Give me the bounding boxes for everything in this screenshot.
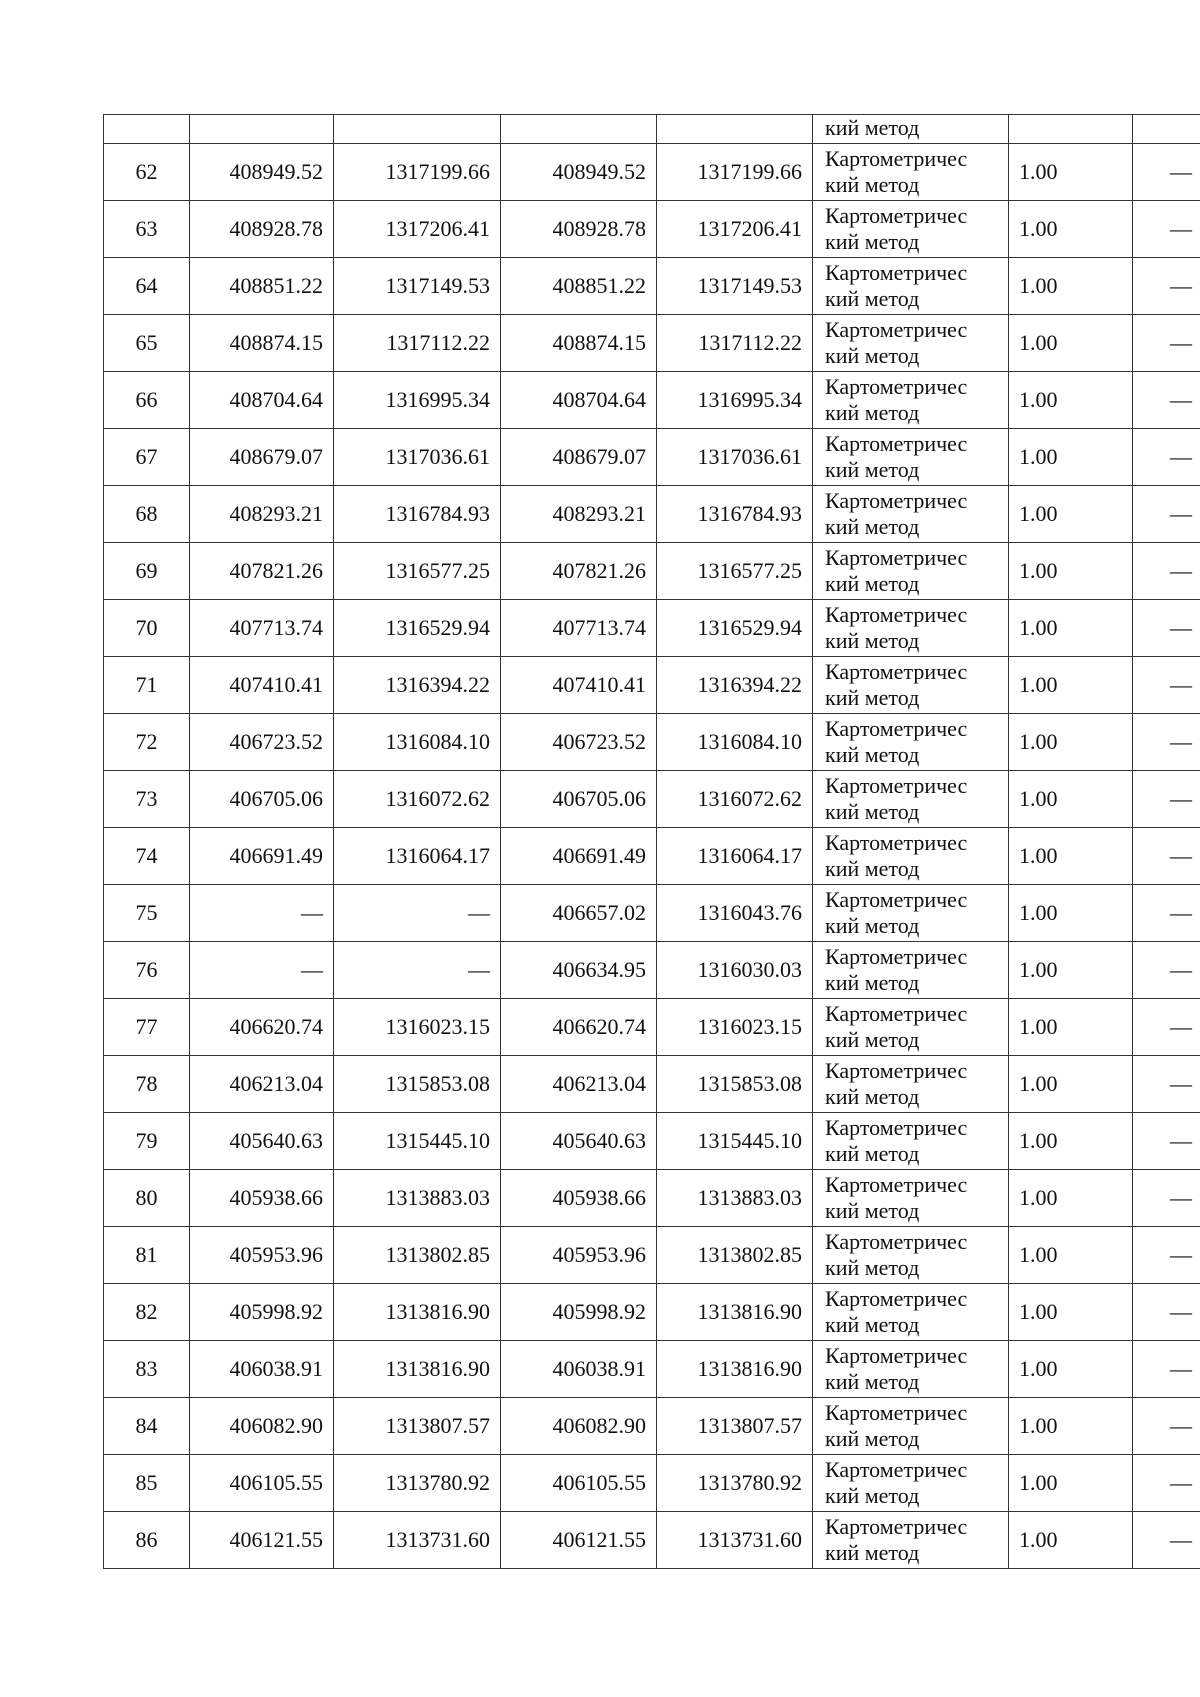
cell-y-existing: — bbox=[334, 942, 501, 999]
cell-y-existing bbox=[334, 115, 501, 144]
cell-method bbox=[813, 1512, 1009, 1569]
table-row bbox=[104, 942, 1200, 999]
cell-description: — bbox=[1133, 657, 1200, 714]
cell-x-refined: 406634.95 bbox=[501, 942, 657, 999]
cell-y-refined: 1316064.17 bbox=[657, 828, 813, 885]
cell-y-existing: 1316023.15 bbox=[334, 999, 501, 1056]
cell-number: 71 bbox=[104, 657, 190, 714]
table-row bbox=[104, 543, 1200, 600]
method-text-line2: кий метод bbox=[825, 172, 920, 197]
method-text-line2: кий метод bbox=[825, 571, 920, 596]
method-text-line1: Картометричес bbox=[825, 830, 968, 855]
cell-y-existing: 1313883.03 bbox=[334, 1170, 501, 1227]
cell-method bbox=[813, 600, 1009, 657]
method-text-line1: Картометричес bbox=[825, 1457, 968, 1482]
cell-x-refined: 408704.64 bbox=[501, 372, 657, 429]
cell-y-existing: 1316995.34 bbox=[334, 372, 501, 429]
cell-description: — bbox=[1133, 144, 1200, 201]
cell-number: 73 bbox=[104, 771, 190, 828]
cell-y-refined: 1317199.66 bbox=[657, 144, 813, 201]
method-text-line1: Картометричес bbox=[825, 1229, 968, 1254]
cell-y-refined: 1313780.92 bbox=[657, 1455, 813, 1512]
cell-accuracy: 1.00 bbox=[1009, 657, 1133, 714]
cell-accuracy: 1.00 bbox=[1009, 543, 1133, 600]
table-row bbox=[104, 714, 1200, 771]
cell-y-refined bbox=[657, 115, 813, 144]
cell-y-refined: 1317149.53 bbox=[657, 258, 813, 315]
cell-y-refined: 1313816.90 bbox=[657, 1284, 813, 1341]
cell-x-existing: 405640.63 bbox=[190, 1113, 334, 1170]
cell-x-refined: 406213.04 bbox=[501, 1056, 657, 1113]
cell-x-existing: 406705.06 bbox=[190, 771, 334, 828]
cell-y-refined: 1317112.22 bbox=[657, 315, 813, 372]
cell-x-existing: 406038.91 bbox=[190, 1341, 334, 1398]
cell-description: — bbox=[1133, 828, 1200, 885]
cell-y-refined: 1316072.62 bbox=[657, 771, 813, 828]
cell-method bbox=[813, 144, 1009, 201]
cell-y-existing: 1313816.90 bbox=[334, 1284, 501, 1341]
table-row bbox=[104, 828, 1200, 885]
cell-accuracy: 1.00 bbox=[1009, 771, 1133, 828]
cell-y-refined: 1316043.76 bbox=[657, 885, 813, 942]
cell-number: 68 bbox=[104, 486, 190, 543]
cell-x-existing: 407713.74 bbox=[190, 600, 334, 657]
cell-y-refined: 1316030.03 bbox=[657, 942, 813, 999]
table-row bbox=[104, 315, 1200, 372]
cell-accuracy: 1.00 bbox=[1009, 1455, 1133, 1512]
method-text-line1: Картометричес bbox=[825, 374, 968, 399]
method-text-line2: кий метод bbox=[825, 1255, 920, 1280]
cell-number: 81 bbox=[104, 1227, 190, 1284]
method-text-line1: Картометричес bbox=[825, 203, 968, 228]
cell-x-existing: 408949.52 bbox=[190, 144, 334, 201]
cell-x-existing: 405998.92 bbox=[190, 1284, 334, 1341]
cell-y-existing: 1317112.22 bbox=[334, 315, 501, 372]
cell-accuracy: 1.00 bbox=[1009, 1341, 1133, 1398]
cell-method bbox=[813, 315, 1009, 372]
table-row bbox=[104, 1455, 1200, 1512]
cell-y-existing: 1317036.61 bbox=[334, 429, 501, 486]
method-text-line1: Картометричес bbox=[825, 545, 968, 570]
method-text-line2: кий метод bbox=[825, 400, 920, 425]
cell-number: 79 bbox=[104, 1113, 190, 1170]
continuation-row bbox=[104, 115, 1200, 144]
method-text-line2: кий метод bbox=[825, 286, 920, 311]
cell-method bbox=[813, 1113, 1009, 1170]
cell-x-existing: 408679.07 bbox=[190, 429, 334, 486]
cell-description: — bbox=[1133, 1455, 1200, 1512]
cell-number: 62 bbox=[104, 144, 190, 201]
cell-x-refined: 407713.74 bbox=[501, 600, 657, 657]
cell-y-existing: 1313807.57 bbox=[334, 1398, 501, 1455]
cell-description: — bbox=[1133, 429, 1200, 486]
cell-method bbox=[813, 543, 1009, 600]
cell-x-refined: 408928.78 bbox=[501, 201, 657, 258]
cell-description: — bbox=[1133, 999, 1200, 1056]
cell-number: 83 bbox=[104, 1341, 190, 1398]
cell-x-refined: 406657.02 bbox=[501, 885, 657, 942]
cell-x-refined: 406723.52 bbox=[501, 714, 657, 771]
cell-y-refined: 1313816.90 bbox=[657, 1341, 813, 1398]
cell-accuracy: 1.00 bbox=[1009, 1284, 1133, 1341]
method-text-line2: кий метод bbox=[825, 1369, 920, 1394]
cell-y-existing: 1316784.93 bbox=[334, 486, 501, 543]
method-text-line2: кий метод bbox=[825, 799, 920, 824]
cell-x-refined: 406038.91 bbox=[501, 1341, 657, 1398]
cell-description: — bbox=[1133, 771, 1200, 828]
cell-x-existing: — bbox=[190, 942, 334, 999]
cell-accuracy: 1.00 bbox=[1009, 258, 1133, 315]
cell-x-existing: 406723.52 bbox=[190, 714, 334, 771]
cell-number: 75 bbox=[104, 885, 190, 942]
method-text: кий метод bbox=[825, 115, 920, 140]
cell-x-refined: 408874.15 bbox=[501, 315, 657, 372]
cell-y-existing: 1316577.25 bbox=[334, 543, 501, 600]
method-text-line2: кий метод bbox=[825, 856, 920, 881]
cell-x-refined: 407410.41 bbox=[501, 657, 657, 714]
cell-y-refined: 1316394.22 bbox=[657, 657, 813, 714]
cell-number: 84 bbox=[104, 1398, 190, 1455]
cell-description: — bbox=[1133, 1512, 1200, 1569]
cell-number: 85 bbox=[104, 1455, 190, 1512]
table-row bbox=[104, 657, 1200, 714]
cell-x-existing: 406105.55 bbox=[190, 1455, 334, 1512]
cell-x-refined: 405953.96 bbox=[501, 1227, 657, 1284]
table-row bbox=[104, 1170, 1200, 1227]
table-row bbox=[104, 1512, 1200, 1569]
cell-number: 76 bbox=[104, 942, 190, 999]
cell-y-existing: 1316394.22 bbox=[334, 657, 501, 714]
cell-accuracy: 1.00 bbox=[1009, 144, 1133, 201]
cell-y-refined: 1316995.34 bbox=[657, 372, 813, 429]
cell-y-refined: 1316023.15 bbox=[657, 999, 813, 1056]
cell-x-existing: 406121.55 bbox=[190, 1512, 334, 1569]
cell-method bbox=[813, 1398, 1009, 1455]
table-row bbox=[104, 1113, 1200, 1170]
cell-method bbox=[813, 771, 1009, 828]
cell-x-existing: 406082.90 bbox=[190, 1398, 334, 1455]
cell-number: 70 bbox=[104, 600, 190, 657]
cell-description: — bbox=[1133, 372, 1200, 429]
cell-x-existing: — bbox=[190, 885, 334, 942]
cell-x-existing: 408293.21 bbox=[190, 486, 334, 543]
method-text-line1: Картометричес bbox=[825, 1343, 968, 1368]
cell-y-existing: 1316529.94 bbox=[334, 600, 501, 657]
cell-x-refined: 408949.52 bbox=[501, 144, 657, 201]
method-text-line2: кий метод bbox=[825, 1540, 920, 1565]
table-row bbox=[104, 144, 1200, 201]
cell-method bbox=[813, 885, 1009, 942]
table-row bbox=[104, 1341, 1200, 1398]
cell-x-refined: 408851.22 bbox=[501, 258, 657, 315]
cell-description: — bbox=[1133, 1056, 1200, 1113]
cell-y-existing: 1317199.66 bbox=[334, 144, 501, 201]
cell-accuracy: 1.00 bbox=[1009, 1113, 1133, 1170]
method-text-line1: Картометричес bbox=[825, 488, 968, 513]
method-text-line2: кий метод bbox=[825, 1426, 920, 1451]
cell-method bbox=[813, 372, 1009, 429]
cell-x-existing: 406620.74 bbox=[190, 999, 334, 1056]
cell-x-refined: 408679.07 bbox=[501, 429, 657, 486]
cell-description: — bbox=[1133, 258, 1200, 315]
cell-accuracy bbox=[1009, 115, 1133, 144]
cell-x-existing: 405953.96 bbox=[190, 1227, 334, 1284]
cell-method bbox=[813, 828, 1009, 885]
cell-number: 66 bbox=[104, 372, 190, 429]
cell-x-refined: 406620.74 bbox=[501, 999, 657, 1056]
cell-description: — bbox=[1133, 1341, 1200, 1398]
method-text-line2: кий метод bbox=[825, 970, 920, 995]
cell-y-existing: 1313780.92 bbox=[334, 1455, 501, 1512]
cell-accuracy: 1.00 bbox=[1009, 828, 1133, 885]
cell-y-existing: — bbox=[334, 885, 501, 942]
cell-description: — bbox=[1133, 1227, 1200, 1284]
cell-y-refined: 1313731.60 bbox=[657, 1512, 813, 1569]
method-text-line1: Картометричес bbox=[825, 1514, 968, 1539]
cell-method bbox=[813, 999, 1009, 1056]
cell-x-refined: 406082.90 bbox=[501, 1398, 657, 1455]
cell-number: 80 bbox=[104, 1170, 190, 1227]
cell-accuracy: 1.00 bbox=[1009, 942, 1133, 999]
cell-x-refined: 405998.92 bbox=[501, 1284, 657, 1341]
method-text-line1: Картометричес bbox=[825, 1400, 968, 1425]
cell-x-existing bbox=[190, 115, 334, 144]
cell-accuracy: 1.00 bbox=[1009, 1056, 1133, 1113]
cell-number: 63 bbox=[104, 201, 190, 258]
cell-number: 77 bbox=[104, 999, 190, 1056]
table-row bbox=[104, 1227, 1200, 1284]
cell-description: — bbox=[1133, 543, 1200, 600]
cell-method bbox=[813, 258, 1009, 315]
cell-number: 74 bbox=[104, 828, 190, 885]
method-text-line1: Картометричес bbox=[825, 944, 968, 969]
method-text-line2: кий метод bbox=[825, 457, 920, 482]
cell-accuracy: 1.00 bbox=[1009, 1227, 1133, 1284]
cell-number: 78 bbox=[104, 1056, 190, 1113]
cell-y-refined: 1313807.57 bbox=[657, 1398, 813, 1455]
cell-y-existing: 1316084.10 bbox=[334, 714, 501, 771]
table-row bbox=[104, 885, 1200, 942]
cell-method bbox=[813, 429, 1009, 486]
cell-y-existing: 1317206.41 bbox=[334, 201, 501, 258]
cell-method bbox=[813, 1227, 1009, 1284]
cell-y-existing: 1315445.10 bbox=[334, 1113, 501, 1170]
method-text-line1: Картометричес bbox=[825, 659, 968, 684]
cell-accuracy: 1.00 bbox=[1009, 372, 1133, 429]
cell-number bbox=[104, 115, 190, 144]
cell-x-refined: 406121.55 bbox=[501, 1512, 657, 1569]
cell-accuracy: 1.00 bbox=[1009, 714, 1133, 771]
cell-x-existing: 405938.66 bbox=[190, 1170, 334, 1227]
cell-accuracy: 1.00 bbox=[1009, 1398, 1133, 1455]
cell-y-refined: 1315445.10 bbox=[657, 1113, 813, 1170]
table-row bbox=[104, 999, 1200, 1056]
method-text-line1: Картометричес bbox=[825, 602, 968, 627]
cell-description: — bbox=[1133, 315, 1200, 372]
cell-y-existing: 1317149.53 bbox=[334, 258, 501, 315]
cell-y-refined: 1315853.08 bbox=[657, 1056, 813, 1113]
cell-x-refined: 406705.06 bbox=[501, 771, 657, 828]
cell-description: — bbox=[1133, 1170, 1200, 1227]
cell-accuracy: 1.00 bbox=[1009, 885, 1133, 942]
table-row bbox=[104, 1056, 1200, 1113]
cell-method bbox=[813, 942, 1009, 999]
cell-accuracy: 1.00 bbox=[1009, 1170, 1133, 1227]
table-row bbox=[104, 372, 1200, 429]
coordinates-table bbox=[103, 114, 1200, 1569]
method-text-line2: кий метод bbox=[825, 1084, 920, 1109]
cell-number: 86 bbox=[104, 1512, 190, 1569]
method-text-line1: Картометричес bbox=[825, 431, 968, 456]
cell-number: 67 bbox=[104, 429, 190, 486]
method-text-line2: кий метод bbox=[825, 1141, 920, 1166]
cell-description: — bbox=[1133, 714, 1200, 771]
cell-number: 72 bbox=[104, 714, 190, 771]
cell-x-existing: 406213.04 bbox=[190, 1056, 334, 1113]
cell-y-existing: 1313731.60 bbox=[334, 1512, 501, 1569]
method-text-line2: кий метод bbox=[825, 1312, 920, 1337]
cell-x-refined: 407821.26 bbox=[501, 543, 657, 600]
method-text-line2: кий метод bbox=[825, 1198, 920, 1223]
cell-y-refined: 1313883.03 bbox=[657, 1170, 813, 1227]
cell-method bbox=[813, 1455, 1009, 1512]
method-text-line1: Картометричес bbox=[825, 1058, 968, 1083]
method-text-line1: Картометричес bbox=[825, 1286, 968, 1311]
cell-y-existing: 1316072.62 bbox=[334, 771, 501, 828]
cell-method bbox=[813, 1056, 1009, 1113]
cell-method bbox=[813, 115, 1009, 144]
method-text-line1: Картометричес bbox=[825, 1172, 968, 1197]
cell-method bbox=[813, 1341, 1009, 1398]
cell-description: — bbox=[1133, 486, 1200, 543]
cell-y-refined: 1317036.61 bbox=[657, 429, 813, 486]
table-row bbox=[104, 771, 1200, 828]
method-text-line2: кий метод bbox=[825, 229, 920, 254]
cell-x-existing: 407821.26 bbox=[190, 543, 334, 600]
cell-x-refined: 405938.66 bbox=[501, 1170, 657, 1227]
cell-x-existing: 408851.22 bbox=[190, 258, 334, 315]
table-row bbox=[104, 600, 1200, 657]
cell-x-refined: 408293.21 bbox=[501, 486, 657, 543]
cell-x-refined bbox=[501, 115, 657, 144]
cell-description: — bbox=[1133, 885, 1200, 942]
method-text-line2: кий метод bbox=[825, 628, 920, 653]
table-row bbox=[104, 429, 1200, 486]
cell-method bbox=[813, 201, 1009, 258]
cell-method bbox=[813, 1170, 1009, 1227]
method-text-line2: кий метод bbox=[825, 343, 920, 368]
table-row bbox=[104, 258, 1200, 315]
method-text-line2: кий метод bbox=[825, 1027, 920, 1052]
cell-x-existing: 406691.49 bbox=[190, 828, 334, 885]
cell-y-existing: 1313802.85 bbox=[334, 1227, 501, 1284]
method-text-line1: Картометричес bbox=[825, 887, 968, 912]
cell-y-refined: 1317206.41 bbox=[657, 201, 813, 258]
cell-y-existing: 1316064.17 bbox=[334, 828, 501, 885]
cell-x-existing: 407410.41 bbox=[190, 657, 334, 714]
cell-accuracy: 1.00 bbox=[1009, 315, 1133, 372]
table-row bbox=[104, 1284, 1200, 1341]
cell-accuracy: 1.00 bbox=[1009, 600, 1133, 657]
method-text-line1: Картометричес bbox=[825, 1001, 968, 1026]
cell-number: 82 bbox=[104, 1284, 190, 1341]
method-text-line2: кий метод bbox=[825, 913, 920, 938]
cell-number: 65 bbox=[104, 315, 190, 372]
cell-description: — bbox=[1133, 600, 1200, 657]
method-text-line1: Картометричес bbox=[825, 1115, 968, 1140]
coordinates-table-body bbox=[104, 115, 1200, 1569]
cell-accuracy: 1.00 bbox=[1009, 1512, 1133, 1569]
cell-method bbox=[813, 1284, 1009, 1341]
cell-description bbox=[1133, 115, 1200, 144]
cell-x-existing: 408928.78 bbox=[190, 201, 334, 258]
cell-method bbox=[813, 657, 1009, 714]
cell-y-refined: 1313802.85 bbox=[657, 1227, 813, 1284]
cell-y-refined: 1316529.94 bbox=[657, 600, 813, 657]
method-text-line1: Картометричес bbox=[825, 260, 968, 285]
method-text-line1: Картометричес bbox=[825, 146, 968, 171]
cell-number: 69 bbox=[104, 543, 190, 600]
cell-y-existing: 1313816.90 bbox=[334, 1341, 501, 1398]
cell-x-refined: 405640.63 bbox=[501, 1113, 657, 1170]
cell-description: — bbox=[1133, 1113, 1200, 1170]
cell-description: — bbox=[1133, 1398, 1200, 1455]
table-row bbox=[104, 1398, 1200, 1455]
cell-y-refined: 1316084.10 bbox=[657, 714, 813, 771]
method-text-line1: Картометричес bbox=[825, 716, 968, 741]
cell-description: — bbox=[1133, 942, 1200, 999]
cell-accuracy: 1.00 bbox=[1009, 429, 1133, 486]
cell-x-refined: 406691.49 bbox=[501, 828, 657, 885]
table-row bbox=[104, 486, 1200, 543]
cell-method bbox=[813, 486, 1009, 543]
method-text-line1: Картометричес bbox=[825, 317, 968, 342]
cell-accuracy: 1.00 bbox=[1009, 999, 1133, 1056]
cell-y-refined: 1316577.25 bbox=[657, 543, 813, 600]
method-text-line1: Картометричес bbox=[825, 773, 968, 798]
cell-description: — bbox=[1133, 1284, 1200, 1341]
method-text-line2: кий метод bbox=[825, 685, 920, 710]
cell-y-refined: 1316784.93 bbox=[657, 486, 813, 543]
method-text-line2: кий метод bbox=[825, 514, 920, 539]
cell-accuracy: 1.00 bbox=[1009, 486, 1133, 543]
cell-x-existing: 408874.15 bbox=[190, 315, 334, 372]
cell-x-existing: 408704.64 bbox=[190, 372, 334, 429]
cell-method bbox=[813, 714, 1009, 771]
method-text-line2: кий метод bbox=[825, 742, 920, 767]
cell-accuracy: 1.00 bbox=[1009, 201, 1133, 258]
cell-x-refined: 406105.55 bbox=[501, 1455, 657, 1512]
cell-description: — bbox=[1133, 201, 1200, 258]
table-row bbox=[104, 201, 1200, 258]
cell-y-existing: 1315853.08 bbox=[334, 1056, 501, 1113]
cell-number: 64 bbox=[104, 258, 190, 315]
method-text-line2: кий метод bbox=[825, 1483, 920, 1508]
